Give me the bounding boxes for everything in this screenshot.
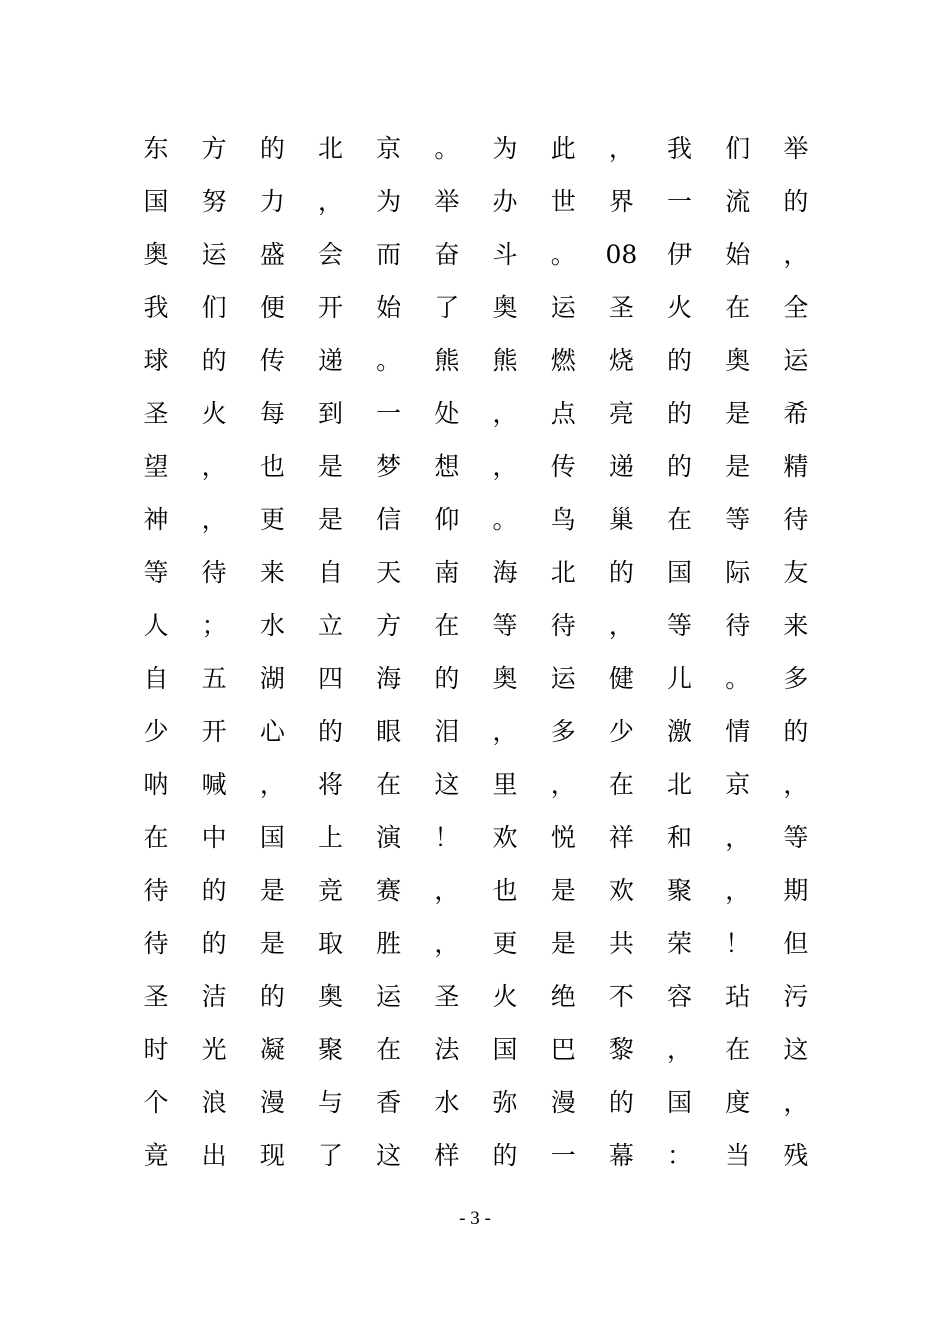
text-char: 赛 (376, 876, 402, 905)
text-char: 立 (318, 611, 344, 640)
text-char: 精 (783, 452, 809, 481)
text-char: 北 (667, 770, 693, 799)
text-char: 五 (201, 664, 227, 693)
text-char: 的 (201, 929, 227, 958)
text-char: 上 (318, 823, 344, 852)
text-char: 熊 (492, 346, 518, 375)
text-char: ， (667, 1035, 693, 1064)
text-char: 将 (318, 770, 344, 799)
text-char: ， (201, 452, 227, 481)
text-char: 的 (434, 664, 460, 693)
text-char: 。 (725, 664, 751, 693)
text-char: 南 (434, 558, 460, 587)
text-char: 是 (550, 929, 576, 958)
text-char: 眼 (376, 717, 402, 746)
text-char: 心 (259, 717, 285, 746)
text-char: 京 (376, 134, 402, 163)
text-char: 火 (201, 399, 227, 428)
text-char: 聚 (667, 876, 693, 905)
text-char: 凝 (259, 1035, 285, 1064)
text-char: 在 (667, 505, 693, 534)
text-char: 欢 (608, 876, 634, 905)
text-char: 传 (550, 452, 576, 481)
text-char: 湖 (259, 664, 285, 693)
text-char: 便 (259, 293, 285, 322)
text-char: 竟 (143, 1141, 169, 1170)
text-char: 为 (376, 187, 402, 216)
text-char: 水 (259, 611, 285, 640)
text-char: 个 (143, 1088, 169, 1117)
text-line (140, 917, 812, 970)
text-char: ， (201, 505, 227, 534)
text-char: 是 (725, 399, 751, 428)
text-char: 奥 (492, 664, 518, 693)
text-char: 自 (143, 664, 169, 693)
text-char: 的 (259, 982, 285, 1011)
text-char: 残 (783, 1141, 809, 1170)
text-char: 喊 (201, 770, 227, 799)
text-char: 玷 (725, 982, 751, 1011)
text-char: 样 (434, 1141, 460, 1170)
text-char: 的 (318, 717, 344, 746)
text-line (140, 705, 812, 758)
text-char: 胜 (376, 929, 402, 958)
text-char: 。 (550, 240, 576, 269)
text-line (140, 440, 812, 493)
text-char: 燃 (550, 346, 576, 375)
text-char: 污 (783, 982, 809, 1011)
text-char: 的 (667, 399, 693, 428)
text-char: ， (318, 187, 344, 216)
text-char: 为 (492, 134, 518, 163)
text-char: 努 (201, 187, 227, 216)
text-char: 球 (143, 346, 169, 375)
text-char: 待 (143, 876, 169, 905)
page-number: - 3 - (459, 1208, 491, 1229)
text-char: 的 (783, 187, 809, 216)
text-char: 绝 (550, 982, 576, 1011)
text-char: 巢 (608, 505, 634, 534)
text-char: 海 (492, 558, 518, 587)
text-char: 会 (318, 240, 344, 269)
text-char: 欢 (492, 823, 518, 852)
text-char: ， (492, 452, 518, 481)
text-char: 光 (201, 1035, 227, 1064)
text-char: 举 (783, 134, 809, 163)
text-char: 圣 (608, 293, 634, 322)
text-char: 递 (318, 346, 344, 375)
text-char: 在 (376, 1035, 402, 1064)
text-char: 自 (318, 558, 344, 587)
text-char: 奥 (318, 982, 344, 1011)
text-char: 出 (201, 1141, 227, 1170)
text-char: 火 (492, 982, 518, 1011)
text-char: 际 (725, 558, 751, 587)
text-char: 天 (376, 558, 402, 587)
text-char: 的 (667, 346, 693, 375)
text-char: 开 (201, 717, 227, 746)
text-char: 京 (725, 770, 751, 799)
text-char: 的 (667, 452, 693, 481)
text-char: 北 (550, 558, 576, 587)
text-char: 圣 (434, 982, 460, 1011)
text-char: 这 (434, 770, 460, 799)
text-line (140, 1129, 812, 1182)
text-char: 少 (608, 717, 634, 746)
text-char: 神 (143, 505, 169, 534)
text-char: 我 (667, 134, 693, 163)
text-char: 运 (201, 240, 227, 269)
text-char: 运 (783, 346, 809, 375)
text-char: 方 (201, 134, 227, 163)
text-char: 奋 (434, 240, 460, 269)
text-char: 烧 (608, 346, 634, 375)
text-char: ， (783, 1088, 809, 1117)
text-char: 国 (667, 558, 693, 587)
text-char: 洁 (201, 982, 227, 1011)
text-char: 办 (492, 187, 518, 216)
text-char: 是 (725, 452, 751, 481)
text-char: ， (434, 876, 460, 905)
text-char: 待 (201, 558, 227, 587)
text-char: ， (492, 399, 518, 428)
text-char: 国 (492, 1035, 518, 1064)
text-char: 的 (259, 134, 285, 163)
text-char: 四 (318, 664, 344, 693)
text-char: 等 (143, 558, 169, 587)
text-char: 与 (318, 1088, 344, 1117)
text-char: 在 (376, 770, 402, 799)
text-char: ， (725, 823, 751, 852)
text-char: 泪 (434, 717, 460, 746)
text-char: 运 (550, 664, 576, 693)
text-char: 我 (143, 293, 169, 322)
text-char: 多 (783, 664, 809, 693)
text-char: 。 (492, 505, 518, 534)
text-char: 友 (783, 558, 809, 587)
text-char: 奥 (492, 293, 518, 322)
text-char: 呐 (143, 770, 169, 799)
text-char: 待 (783, 505, 809, 534)
text-char: 漫 (259, 1088, 285, 1117)
text-char: 演 (376, 823, 402, 852)
text-char: 火 (667, 293, 693, 322)
text-char: 希 (783, 399, 809, 428)
text-char: 共 (608, 929, 634, 958)
text-char: 荣 (667, 929, 693, 958)
text-line (140, 546, 812, 599)
text-char: 点 (550, 399, 576, 428)
text-char: 亮 (608, 399, 634, 428)
text-char: 鸟 (550, 505, 576, 534)
text-char: ， (608, 134, 634, 163)
text-char: 始 (725, 240, 751, 269)
text-char: 是 (318, 505, 344, 534)
text-char: 中 (201, 823, 227, 852)
text-char: 处 (434, 399, 460, 428)
text-line (140, 228, 812, 281)
text-char: 更 (492, 929, 518, 958)
text-char: 世 (550, 187, 576, 216)
text-line (140, 970, 812, 1023)
text-char: 巴 (550, 1035, 576, 1064)
text-char: 在 (725, 1035, 751, 1064)
text-line (140, 122, 812, 175)
text-char: 北 (318, 134, 344, 163)
text-char: 现 (259, 1141, 285, 1170)
text-char: ： (667, 1141, 693, 1170)
text-char: 法 (434, 1035, 460, 1064)
text-char: 健 (608, 664, 634, 693)
text-line (140, 599, 812, 652)
text-char: 浪 (201, 1088, 227, 1117)
text-char: 待 (143, 929, 169, 958)
text-char: 们 (201, 293, 227, 322)
text-char: 和 (667, 823, 693, 852)
text-char: 是 (550, 876, 576, 905)
text-char: ， (492, 717, 518, 746)
text-char: 运 (550, 293, 576, 322)
text-char: 儿 (667, 664, 693, 693)
text-char: ！ (434, 823, 460, 852)
text-char: 聚 (318, 1035, 344, 1064)
text-char: 而 (376, 240, 402, 269)
text-char: 人 (143, 611, 169, 640)
text-char: 来 (259, 558, 285, 587)
text-line (140, 334, 812, 387)
text-char: 开 (318, 293, 344, 322)
text-char: ， (434, 929, 460, 958)
text-char: 是 (259, 929, 285, 958)
body-text (140, 122, 812, 1182)
text-char: ！ (725, 929, 751, 958)
text-char: 香 (376, 1088, 402, 1117)
text-char: 多 (550, 717, 576, 746)
text-char: 国 (143, 187, 169, 216)
text-char: 想 (434, 452, 460, 481)
text-char: 斗 (492, 240, 518, 269)
text-char: 当 (725, 1141, 751, 1170)
text-char: 情 (725, 717, 751, 746)
text-char: 在 (725, 293, 751, 322)
text-char: 等 (725, 505, 751, 534)
text-char: ， (259, 770, 285, 799)
text-char: 国 (259, 823, 285, 852)
text-line (140, 758, 812, 811)
text-char: 盛 (259, 240, 285, 269)
text-char: ， (783, 240, 809, 269)
text-char: 仰 (434, 505, 460, 534)
text-line (140, 1023, 812, 1076)
text-char: 待 (550, 611, 576, 640)
text-char: 也 (492, 876, 518, 905)
text-char: 来 (783, 611, 809, 640)
text-char: 的 (201, 876, 227, 905)
text-char: ， (550, 770, 576, 799)
text-char: 不 (608, 982, 634, 1011)
text-char: 。 (434, 134, 460, 163)
text-line (140, 281, 812, 334)
text-char: 漫 (550, 1088, 576, 1117)
text-char: 方 (376, 611, 402, 640)
text-char: 国 (667, 1088, 693, 1117)
text-char: 容 (667, 982, 693, 1011)
text-line (140, 387, 812, 440)
text-line (140, 493, 812, 546)
text-char: 一 (550, 1141, 576, 1170)
text-char: 在 (143, 823, 169, 852)
text-char: 也 (259, 452, 285, 481)
text-line (140, 175, 812, 228)
text-char: 到 (318, 399, 344, 428)
text-char: 一 (667, 187, 693, 216)
text-char: 等 (492, 611, 518, 640)
text-char: 的 (201, 346, 227, 375)
text-char: 幕 (608, 1141, 634, 1170)
text-char: 的 (608, 1088, 634, 1117)
text-char: 东 (143, 134, 169, 163)
text-char: 传 (259, 346, 285, 375)
text-char: 祥 (608, 823, 634, 852)
text-line (140, 652, 812, 705)
text-char: 举 (434, 187, 460, 216)
text-char: 但 (783, 929, 809, 958)
text-char: 圣 (143, 982, 169, 1011)
text-line (140, 1076, 812, 1129)
text-char: ， (608, 611, 634, 640)
text-char: 圣 (143, 399, 169, 428)
text-char: 是 (259, 876, 285, 905)
text-char: 们 (725, 134, 751, 163)
text-char: 此 (550, 134, 576, 163)
text-char: 取 (318, 929, 344, 958)
text-char: 在 (434, 611, 460, 640)
text-char: 了 (318, 1141, 344, 1170)
text-char: 的 (608, 558, 634, 587)
text-char: 里 (492, 770, 518, 799)
text-char: 的 (783, 717, 809, 746)
text-char: 力 (259, 187, 285, 216)
text-char: 的 (492, 1141, 518, 1170)
text-char: ； (201, 611, 227, 640)
text-char: 界 (608, 187, 634, 216)
text-char: 水 (434, 1088, 460, 1117)
text-char: 了 (434, 293, 460, 322)
text-char: 奥 (725, 346, 751, 375)
text-char: 这 (783, 1035, 809, 1064)
text-char: 弥 (492, 1088, 518, 1117)
text-char: 海 (376, 664, 402, 693)
text-char: ， (725, 876, 751, 905)
text-char: 奥 (143, 240, 169, 269)
text-char: 运 (376, 982, 402, 1011)
text-char: 伊 (667, 240, 693, 269)
text-char: 熊 (434, 346, 460, 375)
text-char: 时 (143, 1035, 169, 1064)
text-char: 竞 (318, 876, 344, 905)
text-char: 08 (605, 240, 638, 269)
text-char: 黎 (608, 1035, 634, 1064)
text-char: 流 (725, 187, 751, 216)
text-char: 信 (376, 505, 402, 534)
text-char: 在 (608, 770, 634, 799)
text-char: 等 (667, 611, 693, 640)
text-char: 递 (608, 452, 634, 481)
text-char: 待 (725, 611, 751, 640)
text-char: ， (783, 770, 809, 799)
text-char: 望 (143, 452, 169, 481)
text-char: 更 (259, 505, 285, 534)
text-char: 这 (376, 1141, 402, 1170)
text-char: 等 (783, 823, 809, 852)
text-char: 是 (318, 452, 344, 481)
text-line (140, 811, 812, 864)
text-char: 全 (783, 293, 809, 322)
text-char: 始 (376, 293, 402, 322)
text-char: 梦 (376, 452, 402, 481)
text-char: 。 (376, 346, 402, 375)
text-char: 一 (376, 399, 402, 428)
text-line (140, 864, 812, 917)
text-char: 每 (259, 399, 285, 428)
text-char: 度 (725, 1088, 751, 1117)
text-char: 激 (667, 717, 693, 746)
text-char: 少 (143, 717, 169, 746)
text-char: 期 (783, 876, 809, 905)
text-char: 悦 (550, 823, 576, 852)
